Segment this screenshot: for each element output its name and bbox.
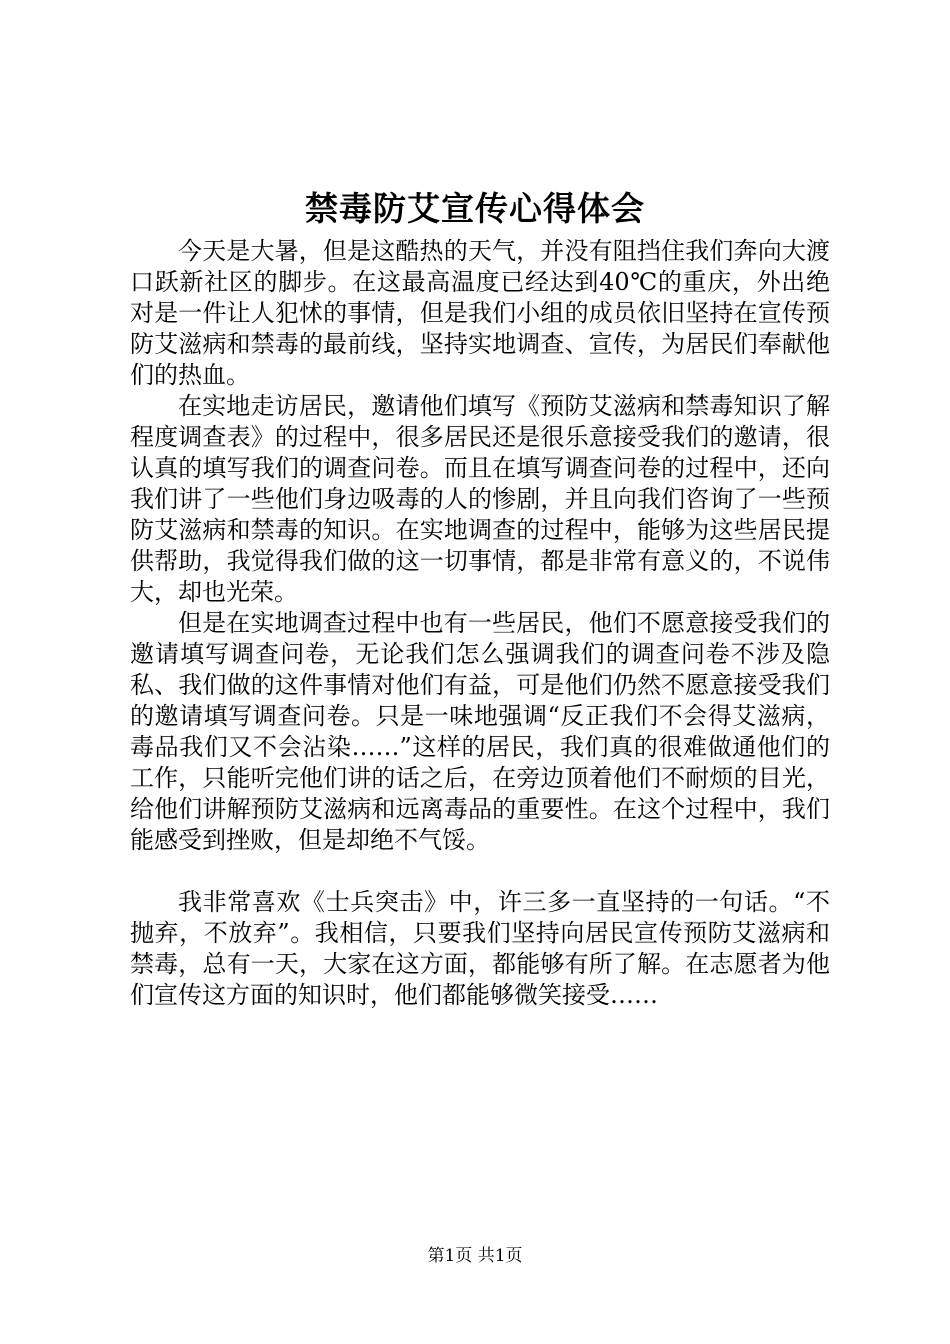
paragraph-spacer: [130, 856, 830, 887]
document-body: [130, 236, 830, 1011]
paragraph-2: 在实地走访居民，邀请他们填写《预防艾滋病和禁毒知识了解程度调查表》的过程中，很多居民还是很乐意接受我们的邀请，很认真的填写我们的调查问卷。而且在填写调查问卷的过程中，还向我们讲了一些他们身边吸毒的人的惨剧，并且向我们咨询了一些预防艾滋病和禁毒的知识。在实地调查的过程中，能够为这些居民提供帮助，我觉得我们做的这一切事情，都是非常有意义的，不说伟大，却也光荣。: [130, 392, 830, 606]
paragraph-1: 今天是大暑，但是这酷热的天气，并没有阻挡住我们奔向大渡口跃新社区的脚步。在这最高温度已经达到40℃的重庆，外出绝对是一件让人犯怵的事情，但是我们小组的成员依旧坚持在宣传预防艾滋病和禁毒的最前线，坚持实地调查、宣传，为居民们奉献他们的热血。: [130, 237, 830, 389]
page-number-footer: 第1页 共1页: [427, 1246, 523, 1266]
paragraph-3: 但是在实地调查过程中也有一些居民，他们不愿意接受我们的邀请填写调查问卷，无论我们怎么强调我们的调查问卷不涉及隐私、我们做的这件事情对他们有益，可是他们仍然不愿意接受我们的邀请填写调查问卷。只是一味地强调“反正我们不会得艾滋病，毒品我们又不会沾染……”这样的居民，我们真的很难做通他们的工作，只能听完他们讲的话之后，在旁边顶着他们不耐烦的目光，给他们讲解预防艾滋病和远离毒品的重要性。在这个过程中，我们能感受到挫败，但是却绝不气馁。: [130, 609, 830, 854]
document-title: 禁毒防艾宣传心得体会: [305, 189, 645, 228]
paragraph-4: 我非常喜欢《士兵突击》中，许三多一直坚持的一句话。“不抛弃，不放弃”。我相信，只要我们坚持向居民宣传预防艾滋病和禁毒，总有一天，大家在这方面，都能够有所了解。在志愿者为他们宣传这方面的知识时，他们都能够微笑接受……: [130, 888, 830, 1009]
